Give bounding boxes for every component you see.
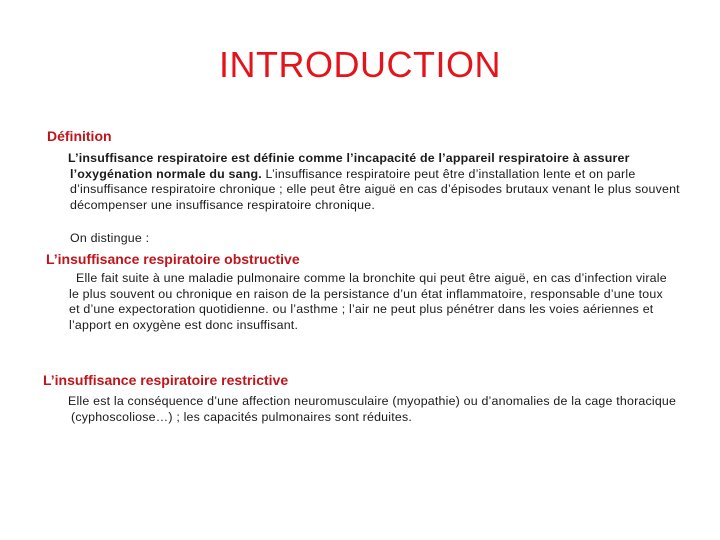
obstructive-paragraph: Elle fait suite à une maladie pulmonaire comme la bronchite qui peut être aiguë, en cas d’infection virale le plus souvent ou chronique en raison de la persistance d’un état inflammatoire, responsable d’une toux et d’une expectoration quotidienne. ou l’asthme ; l’air ne peut plus pénétrer dans les voies aériennes et l’apport en oxygène est donc insuffisant. [69, 271, 667, 332]
heading-definition: Définition [47, 128, 112, 144]
heading-restrictive: L’insuffisance respiratoire restrictive [43, 372, 289, 388]
restrictive-paragraph: Elle est la conséquence d’une affection neuromusculaire (myopathie) ou d’anomalies de la cage thoracique (cyphoscoliose…) ; les capacités pulmonaires sont réduites. [68, 394, 677, 424]
heading-obstructive: L’insuffisance respiratoire obstructive [46, 251, 300, 267]
distinction-text: On distingue : [70, 231, 150, 245]
definition-bold-text: L’insuffisance respiratoire est définie comme l’incapacité de l’appareil respiratoire à assurer l’oxygénation normale du sang. [68, 151, 630, 181]
definition-text: L’insuffisance respiratoire peut être d’installation lente et on parle d’insuffisance respiratoire chronique ; elle peut être aiguë en cas d’épisodes brutaux venant le plus souvent décompenser une insuffisance respiratoire chronique. [70, 166, 680, 212]
definition-paragraph [70, 151, 695, 213]
slide-title: INTRODUCTION [219, 44, 501, 85]
